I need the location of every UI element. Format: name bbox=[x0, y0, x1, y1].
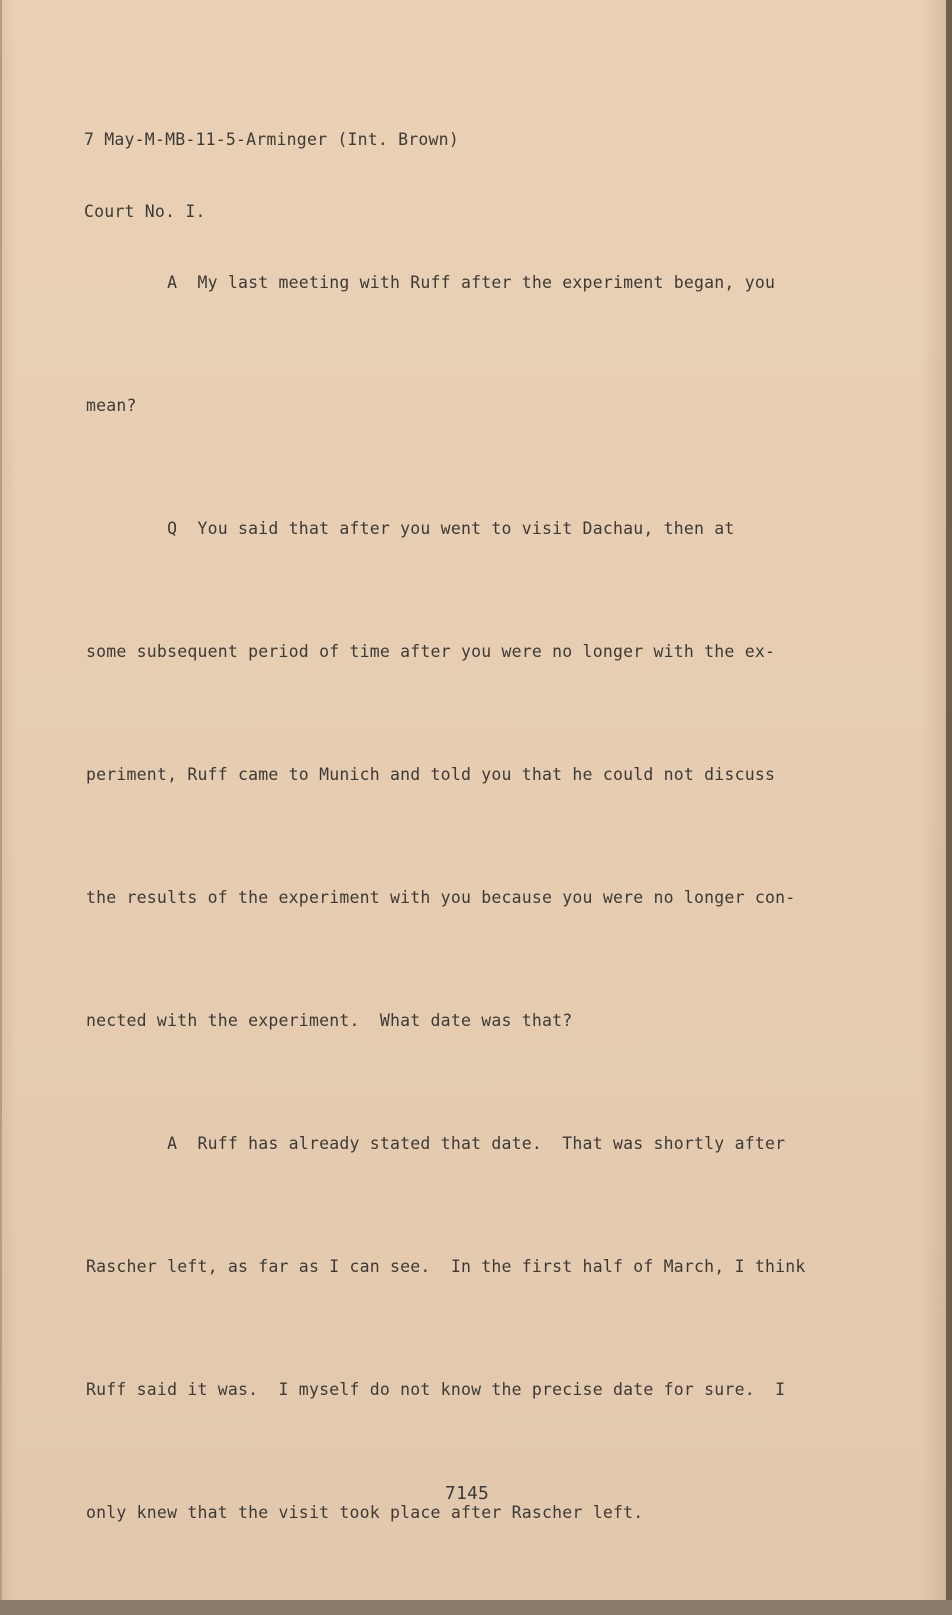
transcript-body bbox=[86, 180, 806, 1615]
transcript-line: mean? bbox=[86, 396, 137, 415]
transcript-line: A Ruff has already stated that date. That was shortly after bbox=[86, 1134, 786, 1153]
header-session-line: 7 May-M-MB-11-5-Arminger (Int. Brown) bbox=[84, 130, 459, 149]
transcript-line: Q You said that after you went to visit Dachau, then at bbox=[86, 519, 735, 538]
transcript-line: nected with the experiment. What date was that? bbox=[86, 1011, 573, 1030]
page-edge bbox=[946, 0, 952, 1600]
transcript-line: Ruff said it was. I myself do not know the precise date for sure. I bbox=[86, 1380, 786, 1399]
page-number: 7145 bbox=[444, 1483, 490, 1504]
transcript-line: some subsequent period of time after you were no longer with the ex- bbox=[86, 642, 776, 661]
transcript-line: only knew that the visit took place after Rascher left. bbox=[86, 1503, 644, 1522]
transcript-line: periment, Ruff came to Munich and told you that he could not discuss bbox=[86, 765, 776, 784]
header-court-line: Court No. I. bbox=[84, 202, 206, 221]
transcript-line: Rascher left, as far as I can see. In the first half of March, I think bbox=[86, 1257, 806, 1276]
transcript-line: the results of the experiment with you because you were no longer con- bbox=[86, 888, 796, 907]
transcript-line: A My last meeting with Ruff after the experiment began, you bbox=[86, 273, 776, 292]
